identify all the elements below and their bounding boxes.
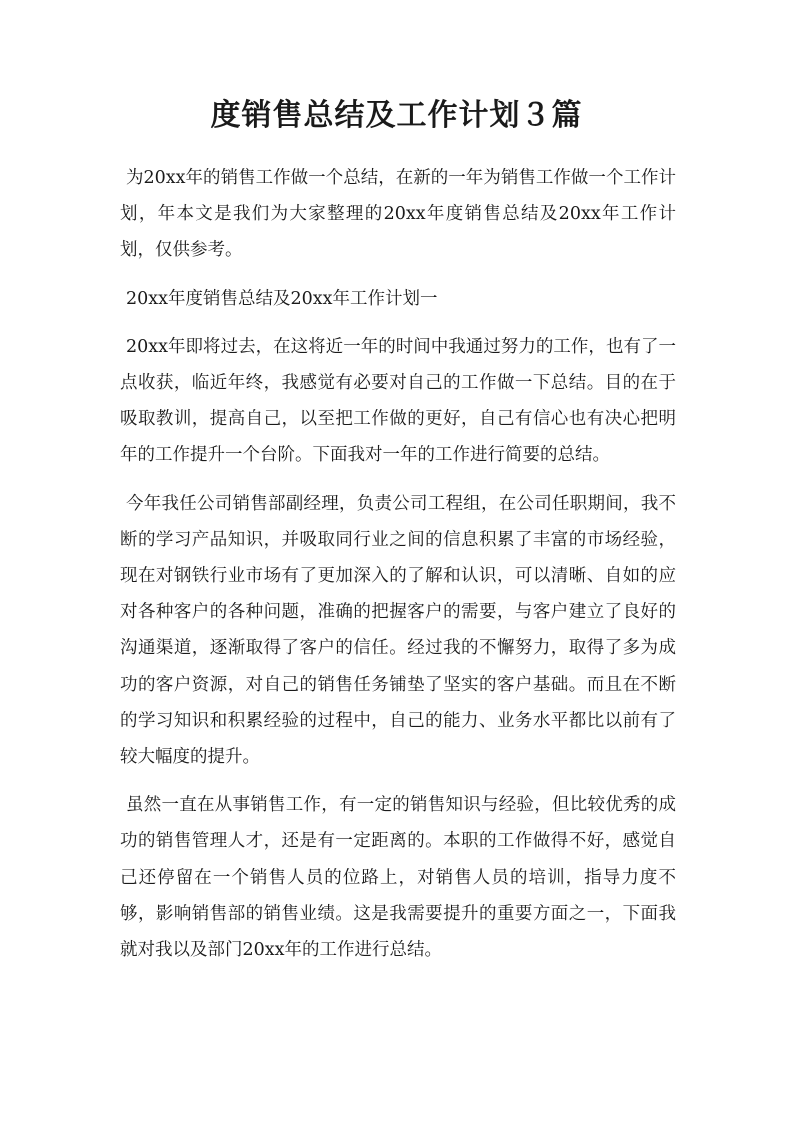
intro-paragraph: 为20xx年的销售工作做一个总结，在新的一年为销售工作做一个工作计划，年本文是我们为大家整理的20xx年度销售总结及20xx年工作计划，仅供参考。	[120, 168, 676, 261]
section-heading: 20xx年度销售总结及20xx年工作计划一	[126, 288, 438, 309]
document-body	[120, 160, 676, 980]
body-paragraph: 今年我任公司销售部副经理，负责公司工程组，在公司任职期间，我不断的学习产品知识，并吸取同行业之间的信息积累了丰富的市场经验，现在对钢铁行业市场有了更加深入的了解和认识，可以清晰、自如的应对各种客户的各种问题，准确的把握客户的需要，与客户建立了良好的沟通渠道，逐渐取得了客户的信任。经过我的不懈努力，取得了多为成功的客户资源，对自己的销售任务铺垫了坚实的客户基础。而且在不断的学习知识和积累经验的过程中，自己的能力、业务水平都比以前有了较大幅度的提升。	[120, 493, 676, 768]
body-paragraph: 虽然一直在从事销售工作，有一定的销售知识与经验，但比较优秀的成功的销售管理人才，还是有一定距离的。本职的工作做得不好，感觉自己还停留在一个销售人员的位路上，对销售人员的培训，指导力度不够，影响销售部的销售业绩。这是我需要提升的重要方面之一，下面我就对我以及部门20xx年的工作进行总结。	[120, 795, 676, 961]
document-title: 度销售总结及工作计划３篇	[210, 98, 583, 133]
body-paragraph: 20xx年即将过去，在这将近一年的时间中我通过努力的工作，也有了一点收获，临近年终，我感觉有必要对自己的工作做一下总结。目的在于吸取教训，提高自己，以至把工作做的更好，自己有信心也有决心把明年的工作提升一个台阶。下面我对一年的工作进行简要的总结。	[120, 336, 676, 466]
